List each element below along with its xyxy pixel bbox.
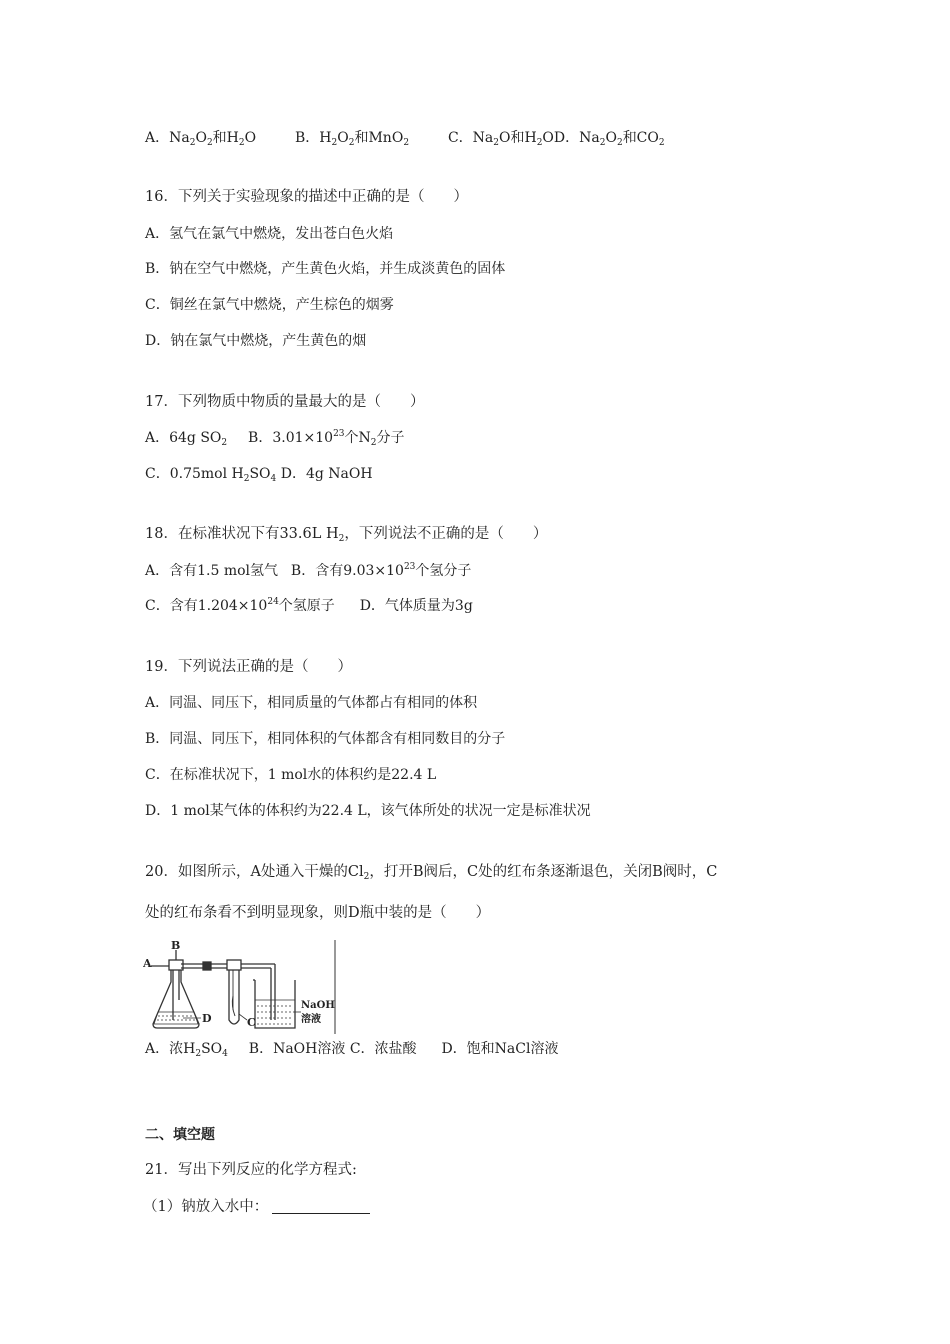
label-a: A	[143, 957, 152, 970]
q20-option-b: B．NaOH溶液	[248, 1041, 346, 1057]
q19-stem: 19．下列说法正确的是（ ）	[145, 659, 352, 675]
label-naoh: NaOH	[301, 1000, 335, 1011]
q20-option-d: D．饱和NaCl溶液	[441, 1041, 559, 1057]
answer-blank[interactable]	[272, 1199, 370, 1214]
q20-stem-line2: 处的红布条看不到明显现象，则D瓶中装的是（ ）	[145, 905, 491, 921]
q19-option-d: D．1 mol某气体的体积约为22.4 L，该气体所处的状况一定是标准状况	[145, 803, 591, 819]
q20-stem-line1: 20．如图所示，A处通入干燥的$Cl_2$，打开B阀后，C处的红布条逐渐退色，关闭B阀时，C	[145, 864, 718, 882]
q15-option-c: C．$Na_2O$和$H_2O$	[447, 130, 554, 148]
label-d: D	[202, 1012, 212, 1025]
label-b: B	[171, 940, 181, 952]
q19-option-b: B．同温、同压下，相同体积的气体都含有相同数目的分子	[145, 731, 506, 747]
q16-option-b: B．钠在空气中燃烧，产生黄色火焰，并生成淡黄色的固体	[145, 261, 506, 277]
q20-option-c: C．浓盐酸	[349, 1041, 417, 1057]
flask-stopper	[169, 960, 183, 970]
q21-item1: （1）钠放入水中：	[143, 1197, 370, 1217]
q18-option-b: B．含有$9.03\times 10^{23}$个氢分子	[290, 562, 472, 579]
apparatus-figure	[143, 940, 339, 1034]
q19-option-c: C．在标准状况下，1 mol水的体积约是22.4 L	[145, 767, 437, 783]
flask-body	[153, 970, 199, 1028]
test-tube	[229, 970, 239, 1024]
tube-joint	[203, 962, 211, 970]
q21-stem: 21．写出下列反应的化学方程式:	[145, 1162, 357, 1178]
q17-option-a: A．64g $SO_2$	[145, 430, 228, 448]
q15-options	[145, 128, 665, 148]
q17-option-b: B．$3.01\times 10^{23}$个$N_2$分子	[248, 429, 405, 448]
red-cloth-strip	[232, 996, 235, 1016]
q16-stem: 16．下列关于实验现象的描述中正确的是（ ）	[145, 189, 468, 205]
q16-option-a: A．氢气在氯气中燃烧，发出苍白色火焰	[145, 226, 394, 242]
section-heading: 二、填空题	[145, 1127, 215, 1143]
q15-option-d: D．$Na_2O_2$和$CO_2$	[553, 130, 665, 148]
q15-option-b: B．$H_2O_2$和MnO$_2$	[295, 130, 410, 148]
q17-option-c: C．0.75mol $H_2SO_4$	[145, 466, 277, 484]
label-solution: 溶液	[301, 1014, 321, 1025]
q20-options	[145, 1039, 558, 1059]
q18-option-c: C．含有$1.204\times 10^{24}$个氢原子	[145, 597, 335, 614]
label-c: C	[247, 1016, 256, 1029]
q18-options-ab	[145, 561, 471, 581]
q18-options-cd	[145, 596, 473, 616]
q18-stem: 18．在标准状况下有33.6L $H_2$，下列说法不正确的是（ ）	[145, 526, 548, 544]
q18-option-a: A．含有1.5 mol氢气	[145, 563, 279, 579]
q17-options-ab	[145, 428, 405, 448]
q17-option-d: D．4g NaOH	[280, 466, 373, 482]
q18-option-d: D．气体质量为3g	[359, 598, 473, 614]
q20-option-a: A．浓$H_2SO_4$	[145, 1041, 228, 1059]
test-tube-stopper	[227, 960, 241, 970]
q15-option-a: A．$Na_2O_2$和$H_2O$	[145, 130, 257, 148]
q17-options-cd	[145, 464, 373, 484]
q16-option-c: C．铜丝在氯气中燃烧，产生棕色的烟雾	[145, 297, 394, 313]
q17-stem: 17．下列物质中物质的量最大的是（ ）	[145, 394, 425, 410]
q16-option-d: D．钠在氯气中燃烧，产生黄色的烟	[145, 333, 367, 349]
q19-option-a: A．同温、同压下，相同质量的气体都占有相同的体积	[145, 695, 478, 711]
